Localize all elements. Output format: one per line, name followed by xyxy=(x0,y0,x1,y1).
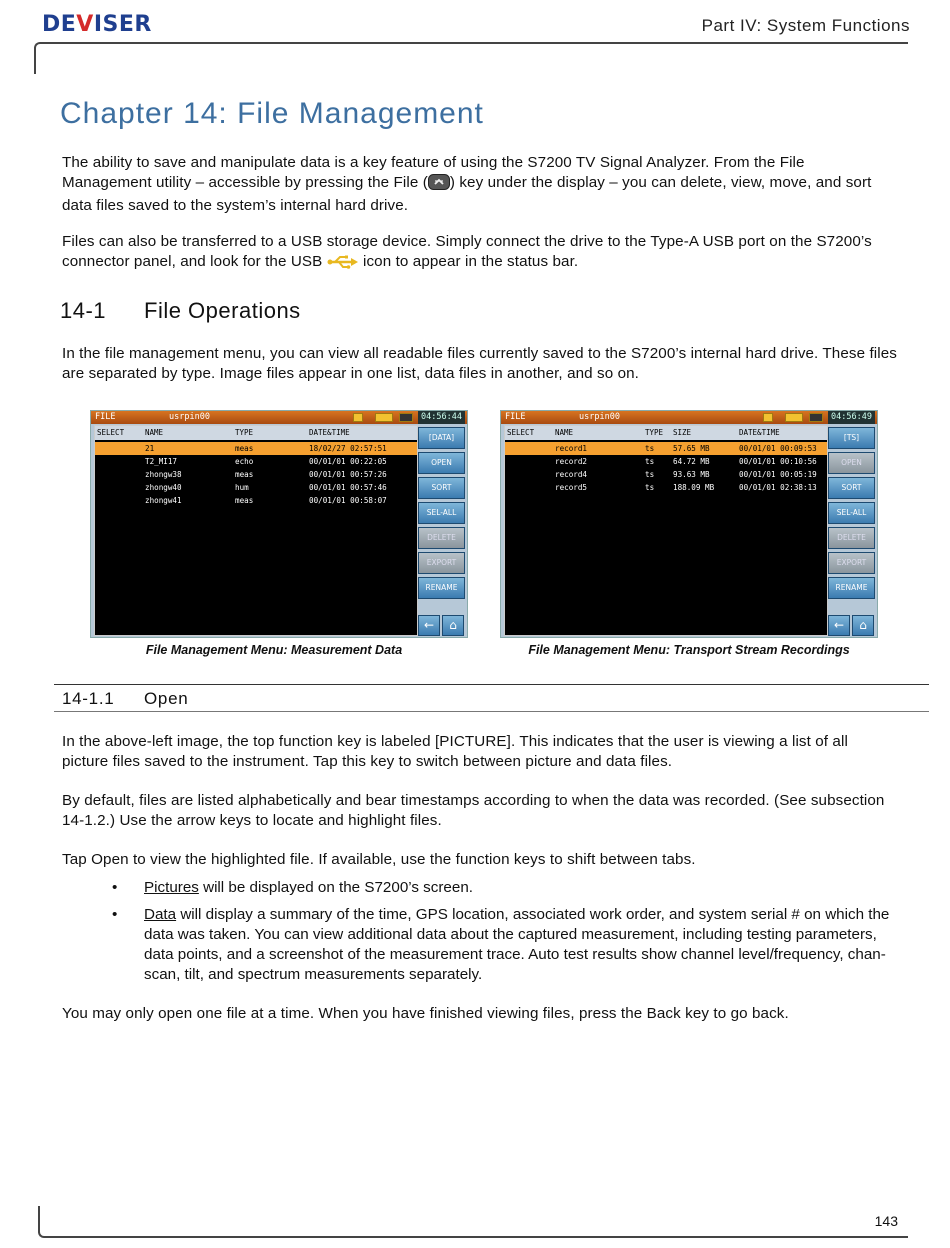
file-row[interactable]: record4 ts 93.63 MB 00/01/01 00:05:19 xyxy=(555,470,817,479)
file-key-icon xyxy=(428,174,450,196)
section-number: 14-1 xyxy=(60,298,107,323)
file-list-header xyxy=(505,426,827,440)
status-indicator-icon xyxy=(353,413,363,422)
caption-measurement-data: File Management Menu: Measurement Data xyxy=(145,643,403,657)
open-paragraph-2: By default, files are listed alphabetically and bear timestamps according to when the data was recorded. (See subsection 14-1.2.) Use the arrow keys to locate and highlight files. xyxy=(62,792,885,829)
open-paragraph-1: In the above-left image, the top function key is labeled [PICTURE]. This indicates that the user is viewing a list of all picture files saved to the instrument. Tap this key to switch between picture and data files. xyxy=(62,733,848,770)
screen-titlebar xyxy=(91,411,467,424)
intro-paragraph-1 xyxy=(62,153,897,216)
select-all-key[interactable]: SEL-ALL xyxy=(828,502,875,524)
back-arrow-icon[interactable]: ← xyxy=(828,615,850,636)
file-row[interactable]: record1 ts 57.65 MB 00/01/01 00:09:53 xyxy=(505,442,827,455)
file-list-header xyxy=(95,426,417,440)
rename-key[interactable]: RENAME xyxy=(828,577,875,599)
file-row[interactable]: T2_MI17 echo 00/01/01 00:22:05 xyxy=(145,457,387,466)
section-paragraph: In the file management menu, you can view all readable files currently saved to the S7200’s internal hard drive. These files are separated by type. Image files appear in one list, data files in another, and so on. xyxy=(62,345,897,382)
intro-2b: icon to appear in the status bar. xyxy=(358,253,579,270)
export-key[interactable]: EXPORT xyxy=(418,552,465,574)
bullet-dot: • xyxy=(112,879,118,896)
col-name: NAME xyxy=(145,428,164,437)
col-name: NAME xyxy=(555,428,574,437)
subsection-rule-bottom xyxy=(54,711,929,712)
file-list xyxy=(504,425,828,636)
battery-icon xyxy=(375,413,393,422)
home-icon[interactable]: ⌂ xyxy=(852,615,874,636)
subsection-heading xyxy=(62,689,188,709)
screen-user: usrpin00 xyxy=(169,412,210,422)
export-key[interactable]: EXPORT xyxy=(828,552,875,574)
screenshot-transport-stream xyxy=(500,410,878,638)
screen-user: usrpin00 xyxy=(579,412,620,422)
deviser-logo xyxy=(42,12,152,36)
subsection-number: 14-1.1 xyxy=(62,689,115,708)
bullet-text: will be displayed on the S7200’s screen. xyxy=(198,879,473,896)
screen-clock: 04:56:44 xyxy=(418,411,465,424)
usb-status-icon xyxy=(809,413,823,422)
col-datetime: DATE&TIME xyxy=(739,428,780,437)
file-row[interactable]: zhongw38 meas 00/01/01 00:57:26 xyxy=(145,470,387,479)
open-paragraph-3: Tap Open to view the highlighted file. If available, use the function keys to shift between tabs. xyxy=(62,851,696,868)
status-indicator-icon xyxy=(763,413,773,422)
sort-key[interactable]: SORT xyxy=(828,477,875,499)
header-rule xyxy=(34,42,908,74)
col-select: SELECT xyxy=(97,428,125,437)
home-icon[interactable]: ⌂ xyxy=(442,615,464,636)
file-row[interactable]: record2 ts 64.72 MB 00/01/01 00:10:56 xyxy=(555,457,817,466)
screen-title: FILE xyxy=(95,412,116,422)
file-row[interactable]: zhongw41 meas 00/01/01 00:58:07 xyxy=(145,496,387,505)
logo-text: DEVISER xyxy=(42,11,152,37)
battery-icon xyxy=(785,413,803,422)
intro-1a: The ability to save and manipulate data is a key feature of using the S7200 TV Signal Analyzer. From the File Management utility – accessible by pressing the File ( xyxy=(62,154,805,191)
back-arrow-icon[interactable]: ← xyxy=(418,615,440,636)
bullet-text: will display a summary of the time, GPS location, associated work order, and system serial # on which the data was taken. You can view additional data about the captured measurement, including testing parameters, data points, and a screenshot of the measurement trace. Auto test results show channel level/frequency, chan-scan, tilt, and spectrum measurements separately. xyxy=(144,906,890,983)
file-row[interactable]: zhongw40 hum 00/01/01 00:57:46 xyxy=(145,483,387,492)
select-all-key[interactable]: SEL-ALL xyxy=(418,502,465,524)
delete-key[interactable]: DELETE xyxy=(418,527,465,549)
rename-key[interactable]: RENAME xyxy=(418,577,465,599)
section-heading xyxy=(60,298,301,324)
usb-icon xyxy=(327,255,359,275)
footer-rule xyxy=(38,1206,908,1238)
bullet-term: Data xyxy=(144,906,177,923)
section-title: File Operations xyxy=(144,298,301,323)
bullet-dot: • xyxy=(112,906,118,923)
open-key[interactable]: OPEN xyxy=(418,452,465,474)
file-row[interactable]: 21 meas 18/02/27 02:57:51 xyxy=(95,442,417,455)
screen-title: FILE xyxy=(505,412,526,422)
col-select: SELECT xyxy=(507,428,535,437)
screenshot-measurement-data xyxy=(90,410,468,638)
col-size: SIZE xyxy=(673,428,692,437)
screen-clock: 04:56:49 xyxy=(828,411,875,424)
file-list xyxy=(94,425,418,636)
intro-2a: Files can also be transferred to a USB storage device. Simply connect the drive to the Type-A USB port on the S7200’s connector panel, and look for the USB xyxy=(62,233,872,270)
data-toggle-key[interactable]: [DATA] xyxy=(418,427,465,449)
usb-status-icon xyxy=(399,413,413,422)
col-datetime: DATE&TIME xyxy=(309,428,350,437)
function-keys xyxy=(418,425,465,637)
function-keys xyxy=(828,425,875,637)
bullet-term: Pictures xyxy=(144,879,199,896)
file-row[interactable]: record5 ts 188.09 MB 00/01/01 02:38:13 xyxy=(555,483,817,492)
sort-key[interactable]: SORT xyxy=(418,477,465,499)
subsection-rule-top xyxy=(54,684,929,685)
col-type: TYPE xyxy=(645,428,664,437)
part-title: Part IV: System Functions xyxy=(701,16,910,35)
subsection-title: Open xyxy=(144,689,189,708)
open-paragraph-4: You may only open one file at a time. When you have finished viewing files, press the Back key to go back. xyxy=(62,1005,789,1022)
delete-key[interactable]: DELETE xyxy=(828,527,875,549)
col-type: TYPE xyxy=(235,428,254,437)
intro-paragraph-2 xyxy=(62,232,897,275)
chapter-title: Chapter 14: File Management xyxy=(60,97,484,130)
caption-transport-stream: File Management Menu: Transport Stream Recordings xyxy=(528,643,850,657)
page-number: 143 xyxy=(874,1213,898,1229)
ts-toggle-key[interactable]: [TS] xyxy=(828,427,875,449)
open-key[interactable]: OPEN xyxy=(828,452,875,474)
intro-1b: ) key under the display – you can delete, view, move, and sort data files saved to the system’s internal hard drive. xyxy=(62,174,872,214)
screen-titlebar xyxy=(501,411,877,424)
